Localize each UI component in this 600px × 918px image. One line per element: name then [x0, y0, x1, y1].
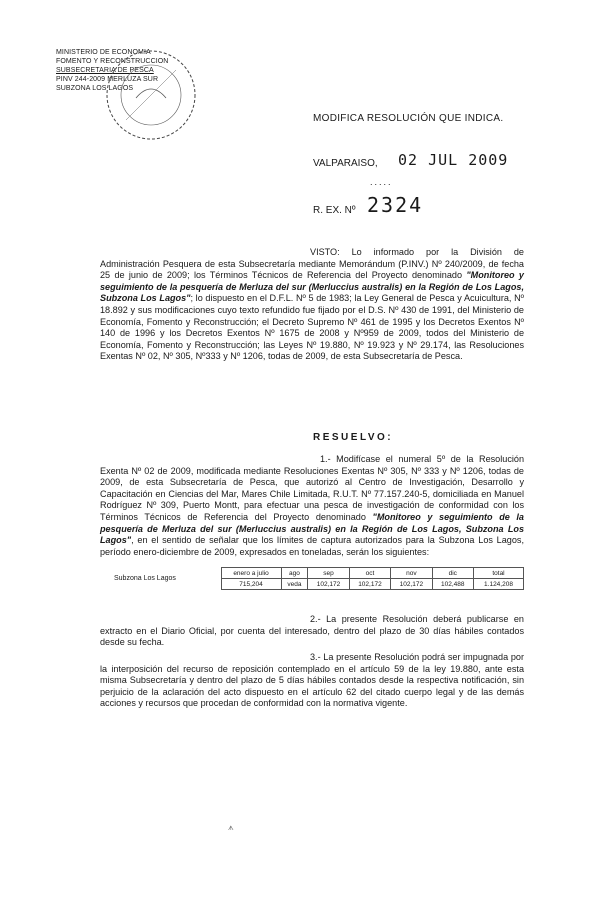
resuelvo-heading: RESUELVO: [313, 432, 394, 443]
table-header-cell: dic [432, 568, 473, 579]
table-header-cell: ago [281, 568, 308, 579]
table-cell: 102,172 [391, 579, 432, 590]
visto-paragraph [100, 247, 524, 363]
resuelvo-article-3: 3.- La presente Resolución podrá ser impugnada por la interposición del recurso de reposición contemplado en el artículo 59 de la ley 19.880, ante esta misma Subsecretaría y dentro del plazo de 5 días hábiles contados desde la respectiva notificación, sin perjuicio de la aclaración del acto dispuesto en el artículo 62 del citado cuerpo legal y de las demás acciones y recursos que procedan de conformidad con la normativa vigente. [100, 652, 524, 709]
stamp-line: PINV 244-2009 MERLUZA SUR [56, 76, 159, 83]
table-row-label: Subzona Los Lagos [114, 575, 176, 582]
visto-lead: VISTO: [310, 247, 340, 257]
footer-mark: ᗑ [228, 826, 234, 832]
resuelvo-article-2: 2.- La presente Resolución deberá publicarse en extracto en el Diario Oficial, por cuenta del interesado, dentro del plazo de 30 días hábiles contados desde su fecha. [100, 614, 524, 648]
table-cell: veda [281, 579, 308, 590]
dots-separator: ..... [370, 177, 393, 187]
stamp-line: SUBSECRETARIA DE PESCA [56, 67, 154, 74]
stamp-line: FOMENTO Y RECONSTRUCCION [56, 58, 169, 65]
article-1-project-name: "Monitoreo y seguimiento de la pesquería de Merluza del sur (Merluccius australis) en la Región de Los Lagos, Subzona Los Lagos" [100, 511, 524, 546]
table-header-cell: enero a julio [221, 568, 281, 579]
visto-text-1: Lo informado por la División de Administración Pesquera de esta Subsecretaría mediante Memorándum (P.INV.) Nº 240/2009, de fecha 25 de junio de 2009; los Términos Técnicos de Referencia del Proyecto denominado [100, 247, 524, 281]
table-cell: 1.124,208 [474, 579, 524, 590]
resolution-number: 2324 [367, 193, 424, 217]
table-cell: 102,172 [308, 579, 349, 590]
resuelvo-article-1 [100, 454, 524, 558]
table-header-row [100, 568, 524, 579]
table-header-cell: sep [308, 568, 349, 579]
catch-limits-table [100, 567, 524, 590]
seal-icon [96, 40, 206, 150]
table-cell: 715,204 [221, 579, 281, 590]
resolution-label: R. EX. Nº [313, 205, 356, 216]
visto-project-name: "Monitoreo y seguimiento de la pesquería de Merluza del sur (Merluccius australis) en la Región de Los Lagos, Subzona Los Lagos" [100, 270, 524, 304]
table-cell: 102,488 [432, 579, 473, 590]
document-title: MODIFICA RESOLUCIÓN QUE INDICA. [313, 113, 504, 124]
article-1-text-b: , en el sentido de señalar que los límites de captura autorizados para la Subzona Los Lagos, período enero-diciembre de 2009, expresados en toneladas, serán los siguientes: [100, 535, 524, 557]
table-header-cell: nov [391, 568, 432, 579]
article-1-text-a: 1.- Modifícase el numeral 5º de la Resolución Exenta Nº 02 de 2009, modificada mediante Resoluciones Exentas Nº 305, Nº 333 y Nº 1206, todas de 2009, de esta Subsecretaría de Pesca, que autorizó al Centro de Investigación, Desarrollo y Capacitación en Ciencias del Mar, Mares Chile Limitada, R.U.T. Nº 77.157.240-5, domiciliada en Manuel Rodríguez Nº 309, Puerto Montt, para efectuar una pesca de investigación de conformidad con los Términos Técnicos de Referencia del Proyecto denominado [100, 454, 524, 522]
place-label: VALPARAISO, [313, 158, 378, 169]
table-header-cell: oct [349, 568, 390, 579]
stamp-line: SUBZONA LOS LAGOS [56, 85, 134, 92]
table-cell: 102,172 [349, 579, 390, 590]
table-header-cell: total [474, 568, 524, 579]
visto-text-2: ; lo dispuesto en el D.F.L. Nº 5 de 1983; la Ley General de Pesca y Acuicultura, Nº 18.892 y sus modificaciones cuyo texto refundido fue fijado por el D.S. Nº 430 de 1991, del Ministerio de Economía, Fomento y Reconstrucción; el Decreto Supremo Nº 461 de 1995 y los Decretos Exentos Nº 140 de 1996 y los Decretos Exentos Nº 1675 de 2008 y Nº959 de 2009, todos del Ministerio de Economía, Fomento y Reconstrucción; las Leyes Nº 19.880, Nº 19.923 y Nº 29.174, las Resoluciones Exentas Nº 02, Nº 305, Nº333 y Nº 1206, todas de 2009, de esta Subsecretaría de Pesca. [100, 293, 525, 362]
date-stamp: 02 JUL 2009 [398, 151, 509, 169]
stamp-line: MINISTERIO DE ECONOMIA [56, 49, 151, 56]
